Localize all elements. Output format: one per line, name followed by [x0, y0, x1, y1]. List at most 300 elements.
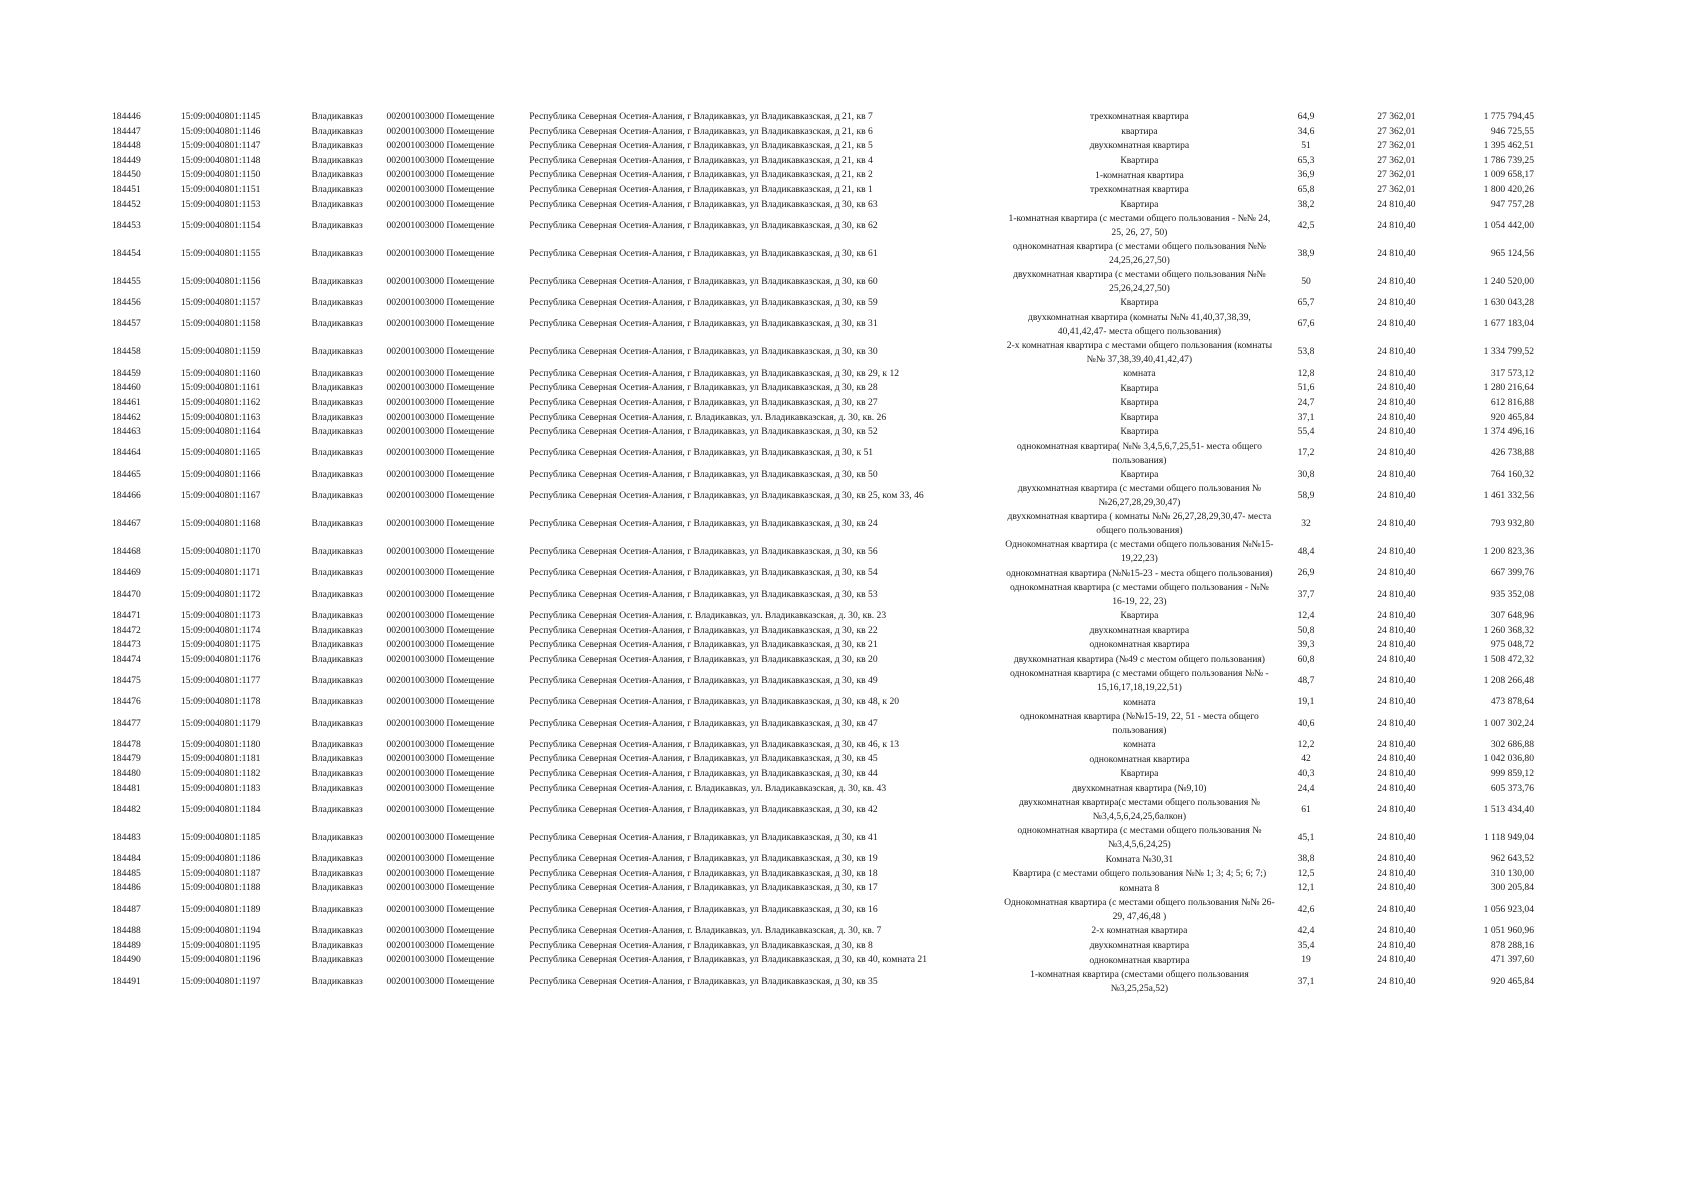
price-per-sqm-cell: 24 810,40 [1377, 753, 1416, 765]
price-per-sqm-cell: 24 810,40 [1377, 447, 1416, 459]
area-cell: 42,5 [1297, 219, 1315, 231]
object-name-cell: однокомнатная квартира (№№15-19, 22, 51 - места общего пользования) [1020, 710, 1259, 736]
area-cell: 38,8 [1297, 853, 1315, 865]
cadastral-value-cell: 310 130,00 [1490, 867, 1534, 879]
cadastral-number-cell: 15:09:0040801:1172 [180, 588, 261, 600]
object-name-cell: Квартира (с местами общего пользования №№ 1; 3; 4; 5; 6; 7;) [1012, 868, 1267, 880]
cadastral-value-cell: 1 260 368,32 [1483, 624, 1534, 636]
cadastral-number-cell: 15:09:0040801:1176 [180, 653, 261, 665]
address-cell: Республика Северная Осетия-Алания, г Владикавказ, ул Владикавказская, д 30, кв 18 [529, 867, 878, 879]
price-per-sqm-cell: 24 810,40 [1377, 275, 1416, 287]
price-per-sqm-cell: 24 810,40 [1377, 975, 1416, 987]
cadastral-value-cell: 1 240 520,00 [1483, 275, 1534, 287]
object-type-code-cell: 002001003000 Помещение [386, 738, 495, 750]
city-cell: Владикавказ [311, 247, 363, 259]
object-name-cell: двухкомнатная квартира (№49 с местом общего пользования) [1013, 653, 1265, 665]
record-number-cell: 184491 [112, 975, 141, 987]
object-type-code-cell: 002001003000 Помещение [386, 639, 495, 651]
price-per-sqm-cell: 27 362,01 [1377, 169, 1416, 181]
area-cell: 32 [1301, 518, 1311, 530]
city-cell: Владикавказ [311, 903, 363, 915]
object-name-cell: Квартира [1120, 397, 1159, 409]
object-name-cell: однокомнатная квартира( №№ 3,4,5,6,7,25,51- места общего пользования) [1016, 440, 1262, 466]
address-cell: Республика Северная Осетия-Алания, г Владикавказ, ул Владикавказская, д 21, кв 4 [529, 154, 873, 166]
cadastral-number-cell: 15:09:0040801:1177 [180, 674, 261, 686]
price-per-sqm-cell: 24 810,40 [1377, 490, 1416, 502]
price-per-sqm-cell: 24 810,40 [1377, 639, 1416, 651]
city-cell: Владикавказ [311, 546, 363, 558]
city-cell: Владикавказ [311, 609, 363, 621]
cadastral-number-cell: 15:09:0040801:1195 [180, 939, 261, 951]
address-cell: Республика Северная Осетия-Алания, г Владикавказ, ул Владикавказская, д 30, кв 19 [529, 853, 878, 865]
object-name-cell: однокомнатная квартира (с местами общего пользования №№3,4,5,6,24,25) [1017, 825, 1262, 851]
object-name-cell: двухкомнатная квартира (с местами общего пользования №№26,27,28,29,30,47) [1017, 483, 1262, 509]
cadastral-number-cell: 15:09:0040801:1156 [180, 275, 261, 287]
object-name-cell: однокомнатная квартира (№№15-23 - места общего пользования) [1006, 567, 1273, 579]
area-cell: 51,6 [1297, 382, 1315, 394]
price-per-sqm-cell: 24 810,40 [1377, 346, 1416, 358]
object-type-code-cell: 002001003000 Помещение [386, 674, 495, 686]
city-cell: Владикавказ [311, 782, 363, 794]
cadastral-number-cell: 15:09:0040801:1153 [180, 198, 261, 210]
price-per-sqm-cell: 24 810,40 [1377, 853, 1416, 865]
cadastral-value-cell: 1 054 442,00 [1483, 219, 1534, 231]
record-number-cell: 184456 [112, 297, 141, 309]
record-number-cell: 184473 [112, 639, 141, 651]
record-number-cell: 184490 [112, 954, 141, 966]
city-cell: Владикавказ [311, 169, 363, 181]
area-cell: 12,4 [1297, 609, 1315, 621]
cadastral-value-cell: 975 048,72 [1490, 639, 1534, 651]
area-cell: 37,7 [1297, 588, 1315, 600]
city-cell: Владикавказ [311, 411, 363, 423]
area-cell: 34,6 [1297, 125, 1315, 137]
record-number-cell: 184463 [112, 426, 141, 438]
object-name-cell: двухкомнатная квартира [1089, 939, 1190, 951]
city-cell: Владикавказ [311, 518, 363, 530]
object-name-cell: однокомнатная квартира [1089, 753, 1190, 765]
city-cell: Владикавказ [311, 753, 363, 765]
city-cell: Владикавказ [311, 653, 363, 665]
city-cell: Владикавказ [311, 674, 363, 686]
cadastral-value-cell: 764 160,32 [1490, 468, 1534, 480]
city-cell: Владикавказ [311, 624, 363, 636]
table-row [112, 510, 1542, 538]
cadastral-value-cell: 1 775 794,45 [1483, 111, 1534, 122]
address-cell: Республика Северная Осетия-Алания, г Владикавказ, ул Владикавказская, д 30, кв 27 [529, 396, 878, 408]
cadastral-value-cell: 1 334 799,52 [1483, 346, 1534, 358]
area-cell: 37,1 [1297, 975, 1315, 987]
price-per-sqm-cell: 24 810,40 [1377, 674, 1416, 686]
area-cell: 45,1 [1297, 831, 1315, 843]
area-cell: 26,9 [1297, 567, 1315, 579]
address-cell: Республика Северная Осетия-Алания, г Владикавказ, ул Владикавказская, д 30, кв 54 [529, 567, 878, 579]
address-cell: Республика Северная Осетия-Алания, г Владикавказ, ул Владикавказская, д 30, кв 60 [529, 275, 878, 287]
area-cell: 60,8 [1297, 653, 1315, 665]
cadastral-value-cell: 1 786 739,25 [1483, 154, 1534, 166]
cadastral-number-cell: 15:09:0040801:1146 [180, 125, 261, 137]
object-name-cell: 1-комнатная квартира [1095, 169, 1184, 181]
price-per-sqm-cell: 24 810,40 [1377, 903, 1416, 915]
area-cell: 55,4 [1297, 426, 1315, 438]
object-name-cell: однокомнатная квартира [1089, 954, 1190, 966]
area-cell: 53,8 [1297, 346, 1315, 358]
address-cell: Республика Северная Осетия-Алания, г Владикавказ, ул Владикавказская, д 30, кв 41 [529, 831, 878, 843]
price-per-sqm-cell: 24 810,40 [1377, 396, 1416, 408]
price-per-sqm-cell: 24 810,40 [1377, 367, 1416, 379]
object-name-cell: 2-х комнатная квартира [1091, 925, 1188, 937]
object-name-cell: Квартира [1120, 469, 1159, 481]
cadastral-number-cell: 15:09:0040801:1188 [180, 882, 261, 894]
cadastral-value-cell: 1 508 472,32 [1483, 653, 1534, 665]
cadastral-number-cell: 15:09:0040801:1179 [180, 717, 261, 729]
address-cell: Республика Северная Осетия-Алания, г. Владикавказ, ул. Владикавказская, д. 30, кв. 23 [529, 609, 887, 621]
object-name-cell: двухкомнатная квартира(с местами общего пользования №№3,4,5,6,24,25,балкон) [1018, 797, 1260, 823]
object-type-code-cell: 002001003000 Помещение [386, 882, 495, 894]
table-row [112, 695, 1542, 710]
price-per-sqm-cell: 24 810,40 [1377, 653, 1416, 665]
cadastral-value-cell: 317 573,12 [1490, 367, 1534, 379]
price-per-sqm-cell: 24 810,40 [1377, 382, 1416, 394]
object-type-code-cell: 002001003000 Помещение [386, 853, 495, 865]
cadastral-number-cell: 15:09:0040801:1148 [180, 154, 261, 166]
address-cell: Республика Северная Осетия-Алания, г Владикавказ, ул Владикавказская, д 30, кв 25, ком 33, 46 [529, 490, 924, 502]
table-row [112, 667, 1542, 695]
cadastral-number-cell: 15:09:0040801:1184 [180, 803, 261, 815]
object-name-cell: Однокомнатная квартира (с местами общего пользования №№ 26-29, 47,46,48 ) [1004, 897, 1275, 923]
table-row [112, 198, 1542, 213]
object-name-cell: Квартира [1120, 426, 1159, 438]
city-cell: Владикавказ [311, 882, 363, 894]
object-name-cell: квартира [1121, 125, 1158, 137]
city-cell: Владикавказ [311, 382, 363, 394]
table-row [112, 939, 1542, 954]
object-type-code-cell: 002001003000 Помещение [386, 975, 495, 987]
table-row [112, 767, 1542, 782]
record-number-cell: 184460 [112, 382, 141, 394]
object-type-code-cell: 002001003000 Помещение [386, 169, 495, 181]
cadastral-value-cell: 1 208 266,48 [1483, 674, 1534, 686]
table-row [112, 440, 1542, 468]
record-number-cell: 184478 [112, 738, 141, 750]
object-type-code-cell: 002001003000 Помещение [386, 219, 495, 231]
cadastral-number-cell: 15:09:0040801:1167 [180, 490, 261, 502]
object-type-code-cell: 002001003000 Помещение [386, 490, 495, 502]
cadastral-number-cell: 15:09:0040801:1158 [180, 318, 261, 330]
city-cell: Владикавказ [311, 198, 363, 210]
area-cell: 65,3 [1297, 154, 1315, 166]
object-type-code-cell: 002001003000 Помещение [386, 183, 495, 195]
price-per-sqm-cell: 27 362,01 [1377, 154, 1416, 166]
table-row [112, 268, 1542, 296]
area-cell: 37,1 [1297, 411, 1315, 423]
cadastral-value-cell: 1 461 332,56 [1483, 490, 1534, 502]
object-type-code-cell: 002001003000 Помещение [386, 567, 495, 579]
price-per-sqm-cell: 24 810,40 [1377, 567, 1416, 579]
record-number-cell: 184458 [112, 346, 141, 358]
address-cell: Республика Северная Осетия-Алания, г. Владикавказ, ул. Владикавказская, д. 30, кв. 7 [529, 925, 882, 937]
cadastral-value-cell: 965 124,56 [1490, 247, 1534, 259]
cadastral-number-cell: 15:09:0040801:1181 [180, 753, 261, 765]
table-row [112, 482, 1542, 510]
table-row [112, 581, 1542, 609]
area-cell: 30,8 [1297, 468, 1315, 480]
object-type-code-cell: 002001003000 Помещение [386, 803, 495, 815]
table-row [112, 154, 1542, 169]
table-row [112, 852, 1542, 867]
address-cell: Республика Северная Осетия-Алания, г Владикавказ, ул Владикавказская, д 30, кв 42 [529, 803, 878, 815]
city-cell: Владикавказ [311, 831, 363, 843]
record-number-cell: 184489 [112, 939, 141, 951]
city-cell: Владикавказ [311, 140, 363, 152]
area-cell: 58,9 [1297, 490, 1315, 502]
object-name-cell: однокомнатная квартира [1089, 639, 1190, 651]
cadastral-number-cell: 15:09:0040801:1194 [180, 925, 261, 937]
record-number-cell: 184452 [112, 198, 141, 210]
cadastral-number-cell: 15:09:0040801:1155 [180, 247, 261, 259]
cadastral-value-cell: 1 118 949,04 [1483, 831, 1534, 843]
cadastral-number-cell: 15:09:0040801:1182 [180, 768, 261, 780]
object-type-code-cell: 002001003000 Помещение [386, 768, 495, 780]
city-cell: Владикавказ [311, 490, 363, 502]
address-cell: Республика Северная Осетия-Алания, г Владикавказ, ул Владикавказская, д 30, кв 50 [529, 468, 878, 480]
record-number-cell: 184470 [112, 588, 141, 600]
object-name-cell: двухкомнатная квартира [1089, 140, 1190, 152]
object-name-cell: 1-комнатная квартира (сместами общего пользования №3,25,25а,52) [1030, 968, 1249, 994]
record-number-cell: 184468 [112, 546, 141, 558]
city-cell: Владикавказ [311, 954, 363, 966]
record-number-cell: 184480 [112, 768, 141, 780]
record-number-cell: 184485 [112, 867, 141, 879]
cadastral-number-cell: 15:09:0040801:1174 [180, 624, 261, 636]
address-cell: Республика Северная Осетия-Алания, г Владикавказ, ул Владикавказская, д 30, кв 28 [529, 382, 878, 394]
cadastral-number-cell: 15:09:0040801:1166 [180, 468, 261, 480]
price-per-sqm-cell: 24 810,40 [1377, 696, 1416, 708]
cadastral-value-cell: 426 738,88 [1490, 447, 1534, 459]
cadastral-number-cell: 15:09:0040801:1154 [180, 219, 261, 231]
area-cell: 48,4 [1297, 546, 1315, 558]
area-cell: 65,8 [1297, 183, 1315, 195]
table-row [112, 240, 1542, 268]
cadastral-value-cell: 1 051 960,96 [1483, 925, 1534, 937]
cadastral-value-cell: 793 932,80 [1490, 518, 1534, 530]
cadastral-number-cell: 15:09:0040801:1175 [180, 639, 261, 651]
object-type-code-cell: 002001003000 Помещение [386, 782, 495, 794]
object-type-code-cell: 002001003000 Помещение [386, 588, 495, 600]
city-cell: Владикавказ [311, 468, 363, 480]
area-cell: 61 [1301, 803, 1311, 815]
price-per-sqm-cell: 24 810,40 [1377, 609, 1416, 621]
object-type-code-cell: 002001003000 Помещение [386, 140, 495, 152]
object-type-code-cell: 002001003000 Помещение [386, 297, 495, 309]
cadastral-value-cell: 1 007 302,24 [1483, 717, 1534, 729]
cadastral-number-cell: 15:09:0040801:1150 [180, 169, 261, 181]
price-per-sqm-cell: 24 810,40 [1377, 925, 1416, 937]
cadastral-value-cell: 1 374 496,16 [1483, 426, 1534, 438]
object-type-code-cell: 002001003000 Помещение [386, 954, 495, 966]
object-name-cell: двухкомнатная квартира (комнаты №№ 41,40,37,38,39, 40,41,42,47- места общего пользования) [1028, 311, 1251, 337]
table-row [112, 752, 1542, 767]
cadastral-number-cell: 15:09:0040801:1186 [180, 853, 261, 865]
cadastral-number-cell: 15:09:0040801:1163 [180, 411, 261, 423]
address-cell: Республика Северная Осетия-Алания, г Владикавказ, ул Владикавказская, д 21, кв 6 [529, 125, 873, 137]
cadastral-number-cell: 15:09:0040801:1157 [180, 297, 261, 309]
city-cell: Владикавказ [311, 768, 363, 780]
table-row [112, 538, 1542, 566]
object-type-code-cell: 002001003000 Помещение [386, 518, 495, 530]
object-type-code-cell: 002001003000 Помещение [386, 925, 495, 937]
object-type-code-cell: 002001003000 Помещение [386, 624, 495, 636]
object-name-cell: однокомнатная квартира (с местами общего пользования №№ - 15,16,17,18,19,22,51) [1010, 668, 1269, 694]
price-per-sqm-cell: 24 810,40 [1377, 717, 1416, 729]
cadastral-value-cell: 935 352,08 [1490, 588, 1534, 600]
record-number-cell: 184465 [112, 468, 141, 480]
cadastral-number-cell: 15:09:0040801:1180 [180, 738, 261, 750]
record-number-cell: 184467 [112, 518, 141, 530]
table-row [112, 296, 1542, 311]
area-cell: 64,9 [1297, 111, 1315, 122]
object-type-code-cell: 002001003000 Помещение [386, 367, 495, 379]
city-cell: Владикавказ [311, 396, 363, 408]
record-number-cell: 184454 [112, 247, 141, 259]
address-cell: Республика Северная Осетия-Алания, г. Владикавказ, ул. Владикавказская, д. 30, кв. 43 [529, 782, 887, 794]
cadastral-value-cell: 1 280 216,64 [1483, 382, 1534, 394]
record-number-cell: 184451 [112, 183, 141, 195]
object-type-code-cell: 002001003000 Помещение [386, 831, 495, 843]
object-name-cell: 2-х комнатная квартира с местами общего пользования (комнаты №№ 37,38,39,40,41,42,47) [1006, 339, 1273, 365]
city-cell: Владикавказ [311, 696, 363, 708]
object-type-code-cell: 002001003000 Помещение [386, 717, 495, 729]
table-row [112, 609, 1542, 624]
table-row [112, 339, 1542, 367]
cadastral-number-cell: 15:09:0040801:1159 [180, 346, 261, 358]
address-cell: Республика Северная Осетия-Алания, г Владикавказ, ул Владикавказская, д 30, кв 35 [529, 975, 878, 987]
object-name-cell: 1-комнатная квартира (с местами общего пользования - №№ 24, 25, 26, 27, 50) [1008, 213, 1271, 239]
record-number-cell: 184483 [112, 831, 141, 843]
record-number-cell: 184482 [112, 803, 141, 815]
city-cell: Владикавказ [311, 111, 363, 122]
address-cell: Республика Северная Осетия-Алания, г Владикавказ, ул Владикавказская, д 30, кв 46, к 13 [529, 738, 900, 750]
city-cell: Владикавказ [311, 925, 363, 937]
table-row [112, 125, 1542, 140]
address-cell: Республика Северная Осетия-Алания, г Владикавказ, ул Владикавказская, д 30, кв 17 [529, 882, 878, 894]
cadastral-value-cell: 878 288,16 [1490, 939, 1534, 951]
object-name-cell: двухкомнатная квартира [1089, 624, 1190, 636]
table-row [112, 881, 1542, 896]
object-name-cell: однокомнатная квартира (с местами общего пользования №№ 24,25,26,27,50) [1012, 241, 1266, 267]
record-number-cell: 184461 [112, 396, 141, 408]
price-per-sqm-cell: 24 810,40 [1377, 411, 1416, 423]
cadastral-number-cell: 15:09:0040801:1183 [180, 782, 261, 794]
record-number-cell: 184476 [112, 696, 141, 708]
property-registry-table [112, 110, 1542, 996]
table-row [112, 212, 1542, 240]
address-cell: Республика Северная Осетия-Алания, г Владикавказ, ул Владикавказская, д 30, кв 52 [529, 426, 878, 438]
object-type-code-cell: 002001003000 Помещение [386, 653, 495, 665]
object-name-cell: Квартира [1120, 198, 1159, 210]
object-name-cell: Квартира [1120, 382, 1159, 394]
record-number-cell: 184472 [112, 624, 141, 636]
table-row [112, 367, 1542, 382]
record-number-cell: 184488 [112, 925, 141, 937]
table-row [112, 638, 1542, 653]
cadastral-number-cell: 15:09:0040801:1196 [180, 954, 261, 966]
object-type-code-cell: 002001003000 Помещение [386, 411, 495, 423]
address-cell: Республика Северная Осетия-Алания, г. Владикавказ, ул. Владикавказская, д. 30, кв. 26 [529, 411, 887, 423]
area-cell: 39,3 [1297, 639, 1315, 651]
price-per-sqm-cell: 24 810,40 [1377, 803, 1416, 815]
table-row [112, 824, 1542, 852]
table-row [112, 867, 1542, 882]
city-cell: Владикавказ [311, 867, 363, 879]
record-number-cell: 184481 [112, 782, 141, 794]
registry-rows [112, 110, 1542, 996]
table-row [112, 425, 1542, 440]
city-cell: Владикавказ [311, 853, 363, 865]
price-per-sqm-cell: 24 810,40 [1377, 768, 1416, 780]
cadastral-value-cell: 999 859,12 [1490, 768, 1534, 780]
area-cell: 50,8 [1297, 624, 1315, 636]
price-per-sqm-cell: 27 362,01 [1377, 183, 1416, 195]
area-cell: 40,6 [1297, 717, 1315, 729]
object-type-code-cell: 002001003000 Помещение [386, 275, 495, 287]
price-per-sqm-cell: 27 362,01 [1377, 111, 1416, 122]
table-row [112, 468, 1542, 483]
table-row [112, 896, 1542, 924]
cadastral-number-cell: 15:09:0040801:1168 [180, 518, 261, 530]
cadastral-value-cell: 920 465,84 [1490, 975, 1534, 987]
address-cell: Республика Северная Осетия-Алания, г Владикавказ, ул Владикавказская, д 30, кв 22 [529, 624, 878, 636]
table-row [112, 411, 1542, 426]
object-type-code-cell: 002001003000 Помещение [386, 396, 495, 408]
table-row [112, 738, 1542, 753]
cadastral-number-cell: 15:09:0040801:1189 [180, 903, 261, 915]
cadastral-value-cell: 946 725,55 [1490, 125, 1534, 137]
cadastral-value-cell: 612 816,88 [1490, 396, 1534, 408]
area-cell: 17,2 [1297, 447, 1315, 459]
city-cell: Владикавказ [311, 346, 363, 358]
object-name-cell: двухкомнатная квартира ( комнаты №№ 26,27,28,29,30,47- места общего пользования) [1007, 511, 1272, 537]
record-number-cell: 184447 [112, 125, 141, 137]
object-name-cell: двухкомнатная квартира (№9,10) [1072, 782, 1207, 794]
cadastral-number-cell: 15:09:0040801:1170 [180, 546, 261, 558]
cadastral-number-cell: 15:09:0040801:1165 [180, 447, 261, 459]
cadastral-number-cell: 15:09:0040801:1145 [180, 111, 261, 122]
price-per-sqm-cell: 24 810,40 [1377, 318, 1416, 330]
object-name-cell: трехкомнатная квартира [1089, 184, 1189, 196]
address-cell: Республика Северная Осетия-Алания, г Владикавказ, ул Владикавказская, д 21, кв 7 [529, 111, 873, 122]
record-number-cell: 184469 [112, 567, 141, 579]
price-per-sqm-cell: 24 810,40 [1377, 198, 1416, 210]
area-cell: 12,5 [1297, 867, 1315, 879]
address-cell: Республика Северная Осетия-Алания, г Владикавказ, ул Владикавказская, д 30, кв 59 [529, 297, 878, 309]
record-number-cell: 184471 [112, 609, 141, 621]
cadastral-value-cell: 1 395 462,51 [1483, 140, 1534, 152]
address-cell: Республика Северная Осетия-Алания, г Владикавказ, ул Владикавказская, д 30, кв 44 [529, 768, 878, 780]
price-per-sqm-cell: 24 810,40 [1377, 518, 1416, 530]
object-type-code-cell: 002001003000 Помещение [386, 426, 495, 438]
object-name-cell: комната [1123, 368, 1156, 380]
area-cell: 50 [1301, 275, 1311, 287]
city-cell: Владикавказ [311, 125, 363, 137]
table-row [112, 796, 1542, 824]
object-type-code-cell: 002001003000 Помещение [386, 154, 495, 166]
cadastral-number-cell: 15:09:0040801:1164 [180, 426, 261, 438]
address-cell: Республика Северная Осетия-Алания, г Владикавказ, ул Владикавказская, д 30, к 51 [529, 447, 874, 459]
cadastral-number-cell: 15:09:0040801:1160 [180, 367, 261, 379]
cadastral-value-cell: 667 399,76 [1490, 567, 1534, 579]
cadastral-number-cell: 15:09:0040801:1151 [180, 183, 261, 195]
